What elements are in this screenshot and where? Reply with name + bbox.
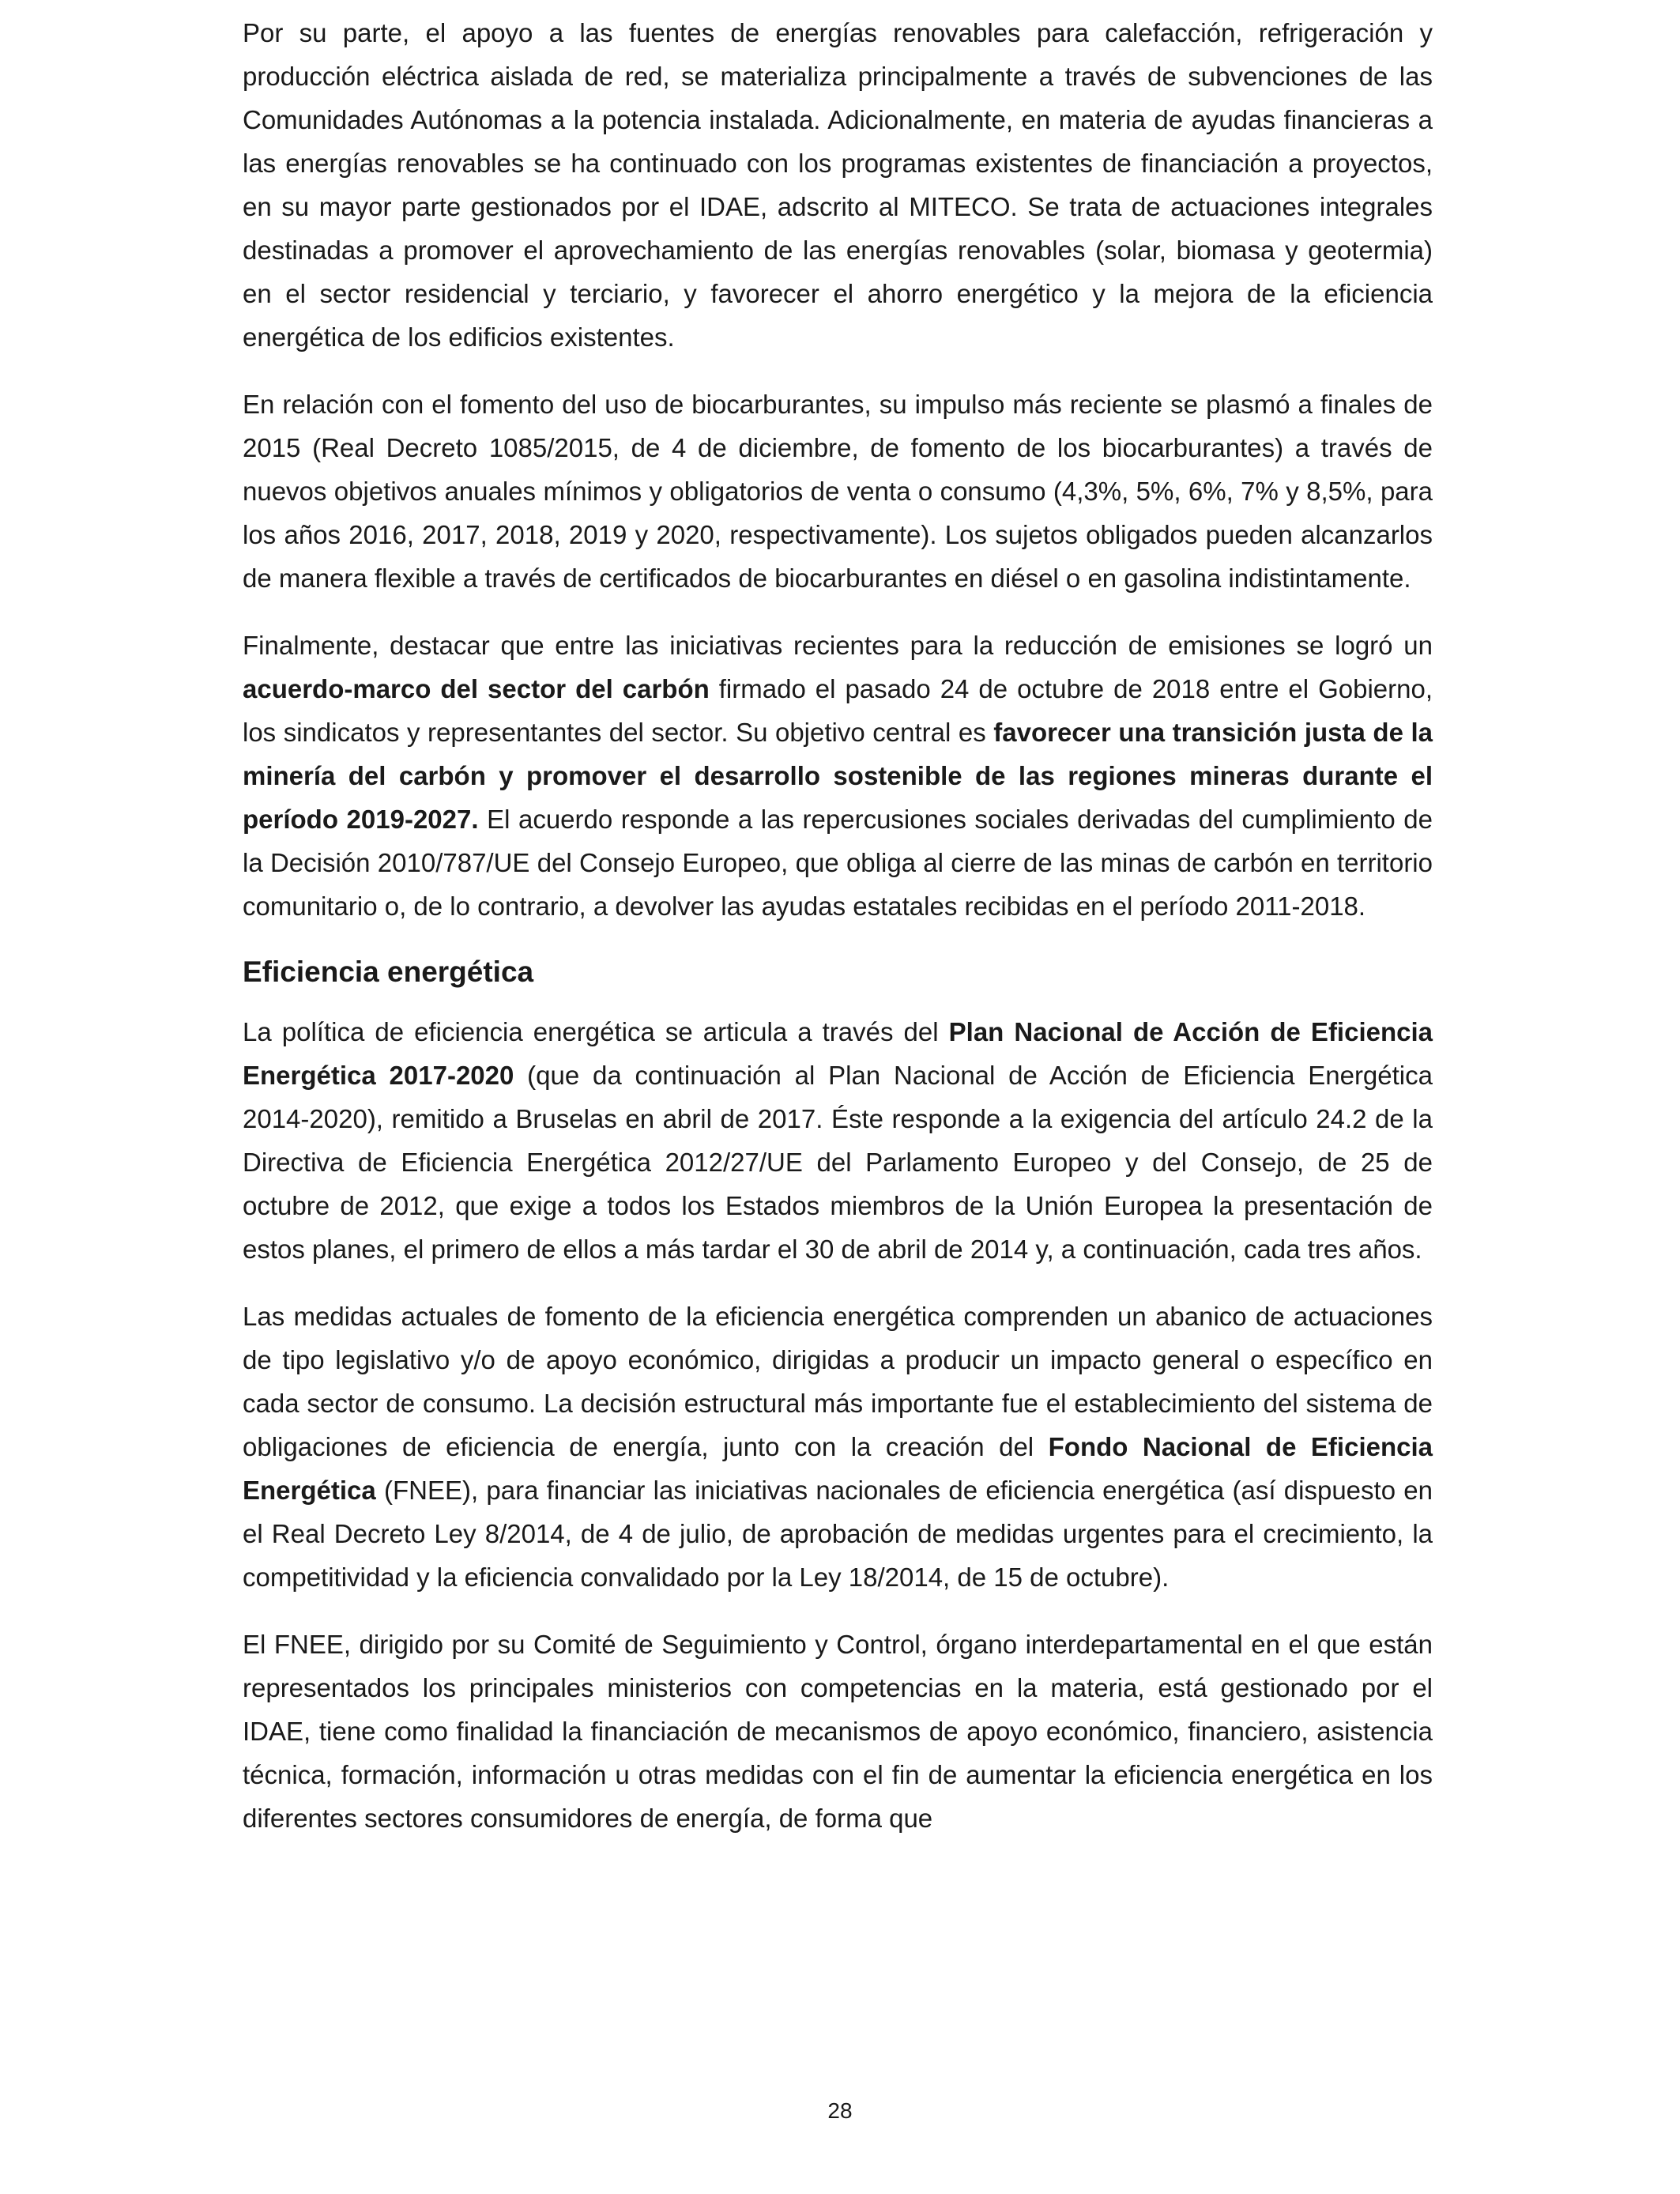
body-text-top xyxy=(243,11,1433,928)
document-page xyxy=(243,11,1433,1864)
bold-text: favorecer una transición justa de la minería del carbón y promover el desarrollo sostenible de las regiones mineras durante el período 2019-2027. xyxy=(243,718,1433,834)
bold-text: acuerdo-marco del sector del carbón xyxy=(243,674,710,703)
text-run: En relación con el fomento del uso de biocarburantes, su impulso más reciente se plasmó a finales de 2015 (Real Decreto 1085/2015, de 4 de diciembre, de fomento de los biocarburantes) a través de nuevos objetivos anuales mínimos y obligatorios de venta o consumo (4,3%, 5%, 6%, 7% y 8,5%, para los años 2016, 2017, 2018, 2019 y 2020, respectivamente). Los sujetos obligados pueden alcanzarlos de manera flexible a través de certificados de biocarburantes en diésel o en gasolina indistintamente. xyxy=(243,390,1433,593)
text-run: La política de eficiencia energética se articula a través del xyxy=(243,1017,949,1046)
text-run: (que da continuación al Plan Nacional de Acción de Eficiencia Energética 2014-2020), remitido a Bruselas en abril de 2017. Éste responde a la exigencia del artículo 24.2 de la Directiva de Eficiencia Energética 2012/27/UE del Parlamento Europeo y del Consejo, de 25 de octubre de 2012, que exige a todos los Estados miembros de la Unión Europea la presentación de estos planes, el primero de ellos a más tardar el 30 de abril de 2014 y, a continuación, cada tres años. xyxy=(243,1061,1433,1264)
paragraph xyxy=(243,624,1433,928)
paragraph xyxy=(243,1010,1433,1271)
text-run: Por su parte, el apoyo a las fuentes de energías renovables para calefacción, refrigeración y producción eléctrica aislada de red, se materializa principalmente a través de subvenciones de las Comunidades Autónomas a la potencia instalada. Adicionalmente, en materia de ayudas financieras a las energías renovables se ha continuado con los programas existentes de financiación a proyectos, en su mayor parte gestionados por el IDAE, adscrito al MITECO. Se trata de actuaciones integrales destinadas a promover el aprovechamiento de las energías renovables (solar, biomasa y geotermia) en el sector residencial y terciario, y favorecer el ahorro energético y la mejora de la eficiencia energética de los edificios existentes. xyxy=(243,18,1433,352)
bold-text: Plan Nacional de Acción de Eficiencia Energética 2017-2020 xyxy=(243,1017,1433,1090)
text-run: firmado el pasado 24 de octubre de 2018 entre el Gobierno, los sindicatos y representantes del sector. Su objetivo central es xyxy=(243,674,1433,747)
body-text-bottom xyxy=(243,1010,1433,1840)
text-run: Las medidas actuales de fomento de la eficiencia energética comprenden un abanico de actuaciones de tipo legislativo y/o de apoyo económico, dirigidas a producir un impacto general o específico en cada sector de consumo. La decisión estructural más importante fue el establecimiento del sistema de obligaciones de eficiencia de energía, junto con la creación del xyxy=(243,1302,1433,1461)
paragraph xyxy=(243,1623,1433,1840)
bold-text: Fondo Nacional de Eficiencia Energética xyxy=(243,1432,1433,1505)
paragraph xyxy=(243,11,1433,359)
text-run: (FNEE), para financiar las iniciativas nacionales de eficiencia energética (así dispuesto en el Real Decreto Ley 8/2014, de 4 de julio, de aprobación de medidas urgentes para el crecimiento, la competitividad y la eficiencia convalidado por la Ley 18/2014, de 15 de octubre). xyxy=(243,1476,1433,1592)
page-number: 28 xyxy=(827,2098,853,2123)
section-heading: Eficiencia energética xyxy=(243,956,534,988)
text-run: El acuerdo responde a las repercusiones sociales derivadas del cumplimiento de la Decisión 2010/787/UE del Consejo Europeo, que obliga al cierre de las minas de carbón en territorio comunitario o, de lo contrario, a devolver las ayudas estatales recibidas en el período 2011-2018. xyxy=(243,805,1433,921)
text-run: Finalmente, destacar que entre las iniciativas recientes para la reducción de emisiones se logró un xyxy=(243,631,1433,660)
paragraph xyxy=(243,1295,1433,1599)
paragraph xyxy=(243,383,1433,600)
text-run: El FNEE, dirigido por su Comité de Seguimiento y Control, órgano interdepartamental en el que están representados los principales ministerios con competencias en la materia, está gestionado por el IDAE, tiene como finalidad la financiación de mecanismos de apoyo económico, financiero, asistencia técnica, formación, información u otras medidas con el fin de aumentar la eficiencia energética en los diferentes sectores consumidores de energía, de forma que xyxy=(243,1630,1433,1833)
